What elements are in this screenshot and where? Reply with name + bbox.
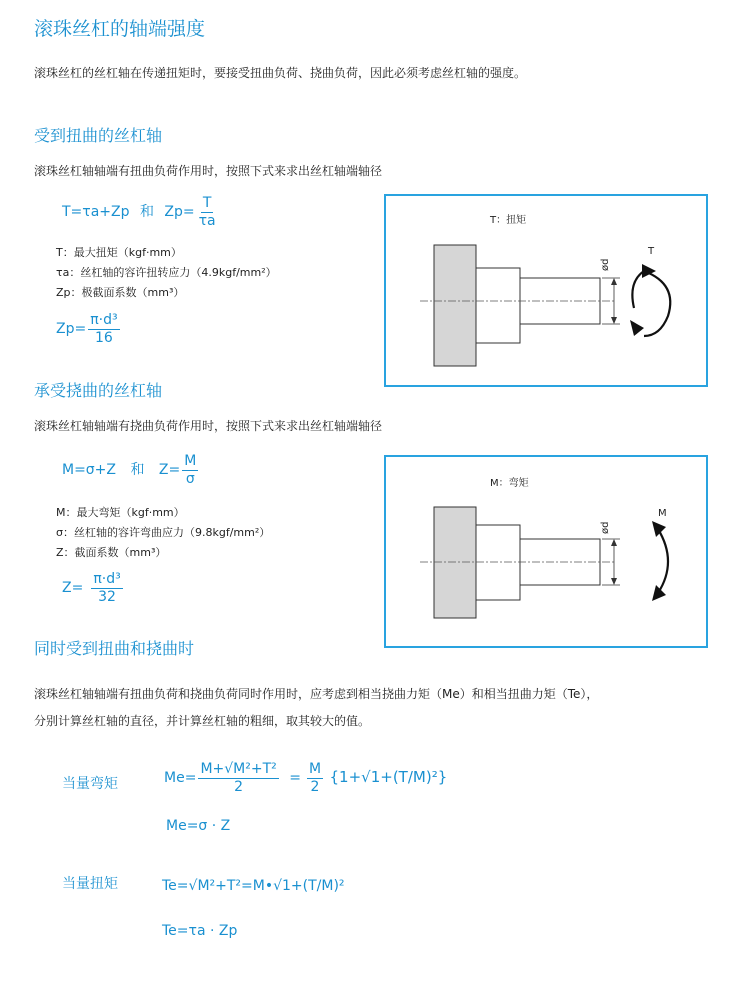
torsion-diagram: [386, 196, 706, 385]
bending-formula-1: [62, 454, 200, 486]
bending-def-2: σ：丝杠轴的容许弯曲应力（9.8kgf/mm²）: [56, 526, 271, 539]
torsion-symbol: T: [648, 246, 655, 257]
bending-fraction-den: σ: [185, 470, 195, 487]
dim-arrow-bottom: [611, 317, 617, 324]
torsion-def-2: τa：丝杠轴的容许扭转应力（4.9kgf/mm²）: [56, 266, 277, 279]
moment-arrow: [658, 529, 668, 593]
torque-arrowhead-bottom: [630, 320, 644, 336]
bending-f2-fraction: [91, 572, 122, 604]
me-lhs: Me=: [164, 770, 197, 787]
bending-f2-num: π·d³: [93, 571, 121, 587]
bending-fraction: [182, 454, 198, 486]
me-fraction: [198, 762, 278, 794]
moment-arrowhead-top: [652, 521, 666, 537]
torsion-formula-1: [62, 196, 220, 228]
torsion-heading: 受到扭曲的丝杠轴: [34, 126, 163, 145]
shaft-step: [476, 525, 520, 600]
torsion-f2-left: Zp=: [56, 321, 87, 338]
bending-formula-left: M=σ+Z: [62, 462, 117, 479]
torsion-diagram-box: [384, 194, 708, 387]
bending-heading: 承受挠曲的丝杠轴: [34, 381, 163, 400]
te-line2: Te=τa · Zp: [162, 923, 238, 939]
torsion-formula-left: T=τa+Zp: [62, 204, 130, 221]
bending-def-1: M：最大弯矩（kgf·mm）: [56, 506, 185, 519]
torsion-formula-zp: Zp=: [164, 204, 195, 221]
me-m-over-2: [307, 762, 323, 794]
te-formula: Te=√M²+T²=M•√1+(T/M)²: [162, 878, 345, 894]
torsion-f2-num: π·d³: [90, 312, 118, 328]
shaft-step: [476, 268, 520, 343]
te-label: 当量扭矩: [62, 876, 118, 892]
dim-arrow-top: [611, 278, 617, 285]
bending-diagram-box: [384, 455, 708, 648]
wall-block: [434, 507, 476, 618]
me-brace-term: {1+√1+(T/M)²}: [329, 768, 448, 787]
wall-block: [434, 245, 476, 366]
torsion-desc: 滚珠丝杠轴轴端有扭曲负荷作用时，按照下式来求出丝杠轴端轴径: [34, 164, 383, 178]
bending-desc: 滚珠丝杠轴轴端有挠曲负荷作用时，按照下式来求出丝杠轴端轴径: [34, 419, 383, 433]
bending-def-3: Z：截面系数（mm³）: [56, 546, 167, 559]
torsion-fraction-den: τa: [198, 212, 216, 229]
me-two: 2: [310, 778, 320, 795]
combined-desc-1: 滚珠丝杠轴轴端有扭曲负荷和挠曲负荷同时作用时，应考虑到相当挠曲力矩（Me）和相当扭曲力矩（Te），: [34, 687, 599, 701]
torsion-fraction-num: T: [202, 195, 212, 211]
page-title: 滚珠丝杠的轴端强度: [34, 18, 206, 40]
bending-formula-z: Z=: [158, 462, 181, 479]
torsion-dim-label: ød: [600, 258, 611, 271]
torsion-f2-fraction: [88, 313, 119, 345]
bending-diagram-label: M：弯矩: [490, 478, 529, 489]
dim-arrow-bottom: [611, 578, 617, 585]
me-fraction-num: M+√M²+T²: [200, 761, 277, 777]
bending-f2-left: Z=: [62, 580, 84, 597]
torsion-formula-and: 和: [139, 204, 154, 221]
dim-arrow-top: [611, 539, 617, 546]
me-equals: =: [289, 770, 301, 787]
torque-arrow-front: [644, 271, 670, 336]
me-fraction-den: 2: [234, 778, 244, 795]
bending-symbol: M: [658, 508, 667, 519]
me-label: 当量弯矩: [62, 776, 118, 792]
torsion-f2-den: 16: [95, 329, 113, 346]
torsion-diagram-label: T：扭矩: [490, 215, 527, 226]
bending-diagram: [386, 457, 706, 646]
torsion-def-1: T：最大扭矩（kgf·mm）: [56, 246, 182, 259]
combined-heading: 同时受到扭曲和挠曲时: [34, 639, 195, 658]
bending-formula-2: [62, 572, 125, 604]
bending-formula-and: 和: [130, 462, 145, 479]
torsion-fraction: [197, 196, 218, 228]
moment-arrowhead-bottom: [652, 585, 666, 601]
torsion-def-3: Zp：极截面系数（mm³）: [56, 286, 185, 299]
bending-fraction-num: M: [184, 453, 197, 469]
torsion-formula-2: [56, 313, 122, 345]
me-formula: [164, 762, 447, 794]
bending-f2-den: 32: [98, 588, 116, 605]
bending-dim-label: ød: [600, 521, 611, 534]
me-m: M: [308, 761, 322, 777]
combined-desc-2: 分别计算丝杠轴的直径，并计算丝杠轴的粗细，取其较大的值。: [34, 714, 371, 728]
intro-text: 滚珠丝杠的丝杠轴在传递扭矩时，要接受扭曲负荷、挠曲负荷，因此必须考虑丝杠轴的强度。: [34, 66, 527, 80]
me-line2: Me=σ · Z: [166, 818, 231, 834]
